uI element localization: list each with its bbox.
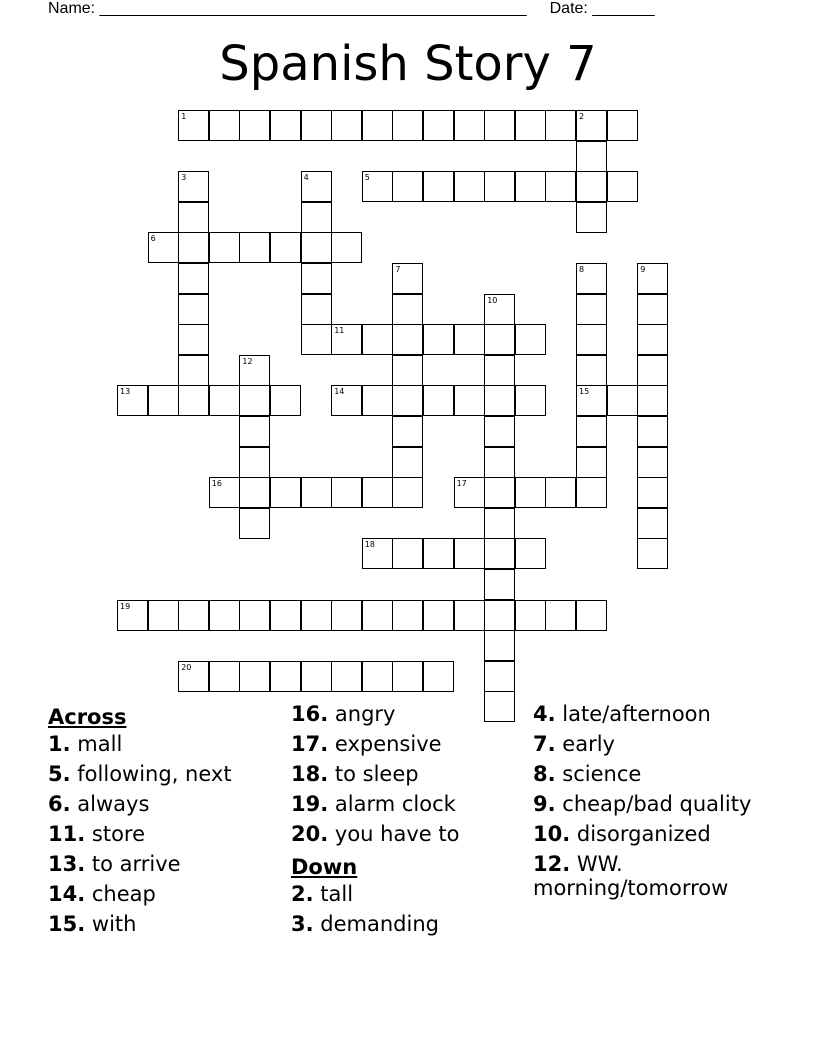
clue-text: angry [334,702,396,726]
clue-down-7 [533,732,783,756]
clue-text: following, next [77,762,232,786]
cell-number: 5 [364,173,370,183]
grid-cell[interactable] [301,661,332,692]
cell-number: 10 [487,295,498,305]
grid-cell[interactable] [454,477,485,508]
grid-cell[interactable] [117,600,148,631]
clue-number: 8. [533,762,556,786]
clue-number: 18. [291,762,329,786]
grid-cell[interactable] [423,538,454,569]
grid-cell[interactable] [148,600,179,631]
clue-text: demanding [320,912,439,936]
clue-number: 9. [533,792,556,816]
grid-cell[interactable] [637,447,668,478]
grid-cell[interactable] [178,263,209,294]
grid-cell[interactable] [270,477,301,508]
clue-text: expensive [334,732,442,756]
clue-text: science [562,762,642,786]
grid-cell[interactable] [362,385,393,416]
grid-cell[interactable] [392,385,423,416]
grid-cell[interactable] [178,202,209,233]
grid-cell[interactable] [484,661,515,692]
clue-across-11 [48,822,298,846]
grid-cell[interactable] [239,447,270,478]
grid-cell[interactable] [301,477,332,508]
grid-cell[interactable] [576,141,607,172]
grid-cell[interactable] [515,600,546,631]
cell-number: 1 [181,112,187,121]
grid-cell[interactable] [392,416,423,447]
grid-cell[interactable] [301,294,332,325]
across-heading: Across [48,705,127,729]
grid-cell[interactable] [576,385,607,416]
grid-cell[interactable] [392,263,423,294]
grid-cell[interactable] [301,263,332,294]
grid-cell[interactable] [545,171,576,202]
grid-cell[interactable] [484,538,515,569]
grid-cell[interactable] [423,385,454,416]
grid-cell[interactable] [209,385,240,416]
cell-number: 4 [303,173,309,183]
grid-cell[interactable] [484,355,515,386]
grid-cell[interactable] [637,508,668,539]
grid-cell[interactable] [239,600,270,631]
grid-cell[interactable] [178,385,209,416]
grid-cell[interactable] [270,385,301,416]
grid-cell[interactable] [576,447,607,478]
clue-text: always [77,792,150,816]
grid-cell[interactable] [178,171,209,202]
grid-cell[interactable] [362,110,393,141]
grid-cell[interactable] [515,171,546,202]
clue-down-4 [533,702,783,726]
grid-cell[interactable] [301,232,332,263]
grid-cell[interactable] [454,324,485,355]
clue-down-8 [533,762,783,786]
cell-number: 19 [120,601,131,611]
date-label: Date: [549,0,588,17]
grid-cell[interactable] [454,600,485,631]
clue-number: 5. [48,762,71,786]
grid-cell[interactable] [484,324,515,355]
grid-cell[interactable] [331,661,362,692]
clue-across-20 [291,822,541,846]
clue-number: 16. [291,702,329,726]
grid-cell[interactable] [607,171,638,202]
grid-cell[interactable] [423,600,454,631]
grid-cell[interactable] [239,385,270,416]
grid-cell[interactable] [392,324,423,355]
grid-cell[interactable] [576,110,607,141]
grid-cell[interactable] [576,263,607,294]
grid-cell[interactable] [301,324,332,355]
grid-cell[interactable] [484,600,515,631]
grid-cell[interactable] [239,110,270,141]
grid-cell[interactable] [117,385,148,416]
grid-cell[interactable] [576,355,607,386]
grid-cell[interactable] [331,110,362,141]
clue-across-1 [48,732,298,756]
grid-cell[interactable] [362,538,393,569]
clue-across-18 [291,762,541,786]
name-label: Name: [48,0,96,17]
grid-cell[interactable] [484,508,515,539]
grid-cell[interactable] [239,661,270,692]
clue-number: 1. [48,732,71,756]
clue-across-19 [291,792,541,816]
clues-column-2 [291,702,541,942]
grid-cell[interactable] [301,202,332,233]
cell-number: 16 [211,479,222,489]
cell-number: 3 [181,173,187,183]
clue-number: 14. [48,882,86,906]
cell-number: 2 [579,112,585,121]
grid-cell[interactable] [331,232,362,263]
clue-number: 19. [291,792,329,816]
grid-cell[interactable] [545,477,576,508]
grid-cell[interactable] [515,477,546,508]
grid-cell[interactable] [392,538,423,569]
grid-cell[interactable] [362,324,393,355]
page-title: Spanish Story 7 [219,36,597,92]
grid-cell[interactable] [392,355,423,386]
grid-cell[interactable] [637,294,668,325]
grid-cell[interactable] [607,385,638,416]
grid-cell[interactable] [239,416,270,447]
grid-cell[interactable] [362,600,393,631]
grid-cell[interactable] [484,385,515,416]
grid-cell[interactable] [484,294,515,325]
grid-cell[interactable] [576,600,607,631]
grid-cell[interactable] [392,477,423,508]
cell-number: 8 [579,265,585,274]
cell-number: 6 [150,234,156,244]
grid-cell[interactable] [239,477,270,508]
grid-cell[interactable] [637,324,668,355]
clue-number: 10. [533,822,571,846]
grid-cell[interactable] [178,232,209,263]
clue-text: to sleep [334,762,419,786]
grid-cell[interactable] [484,447,515,478]
grid-cell[interactable] [423,324,454,355]
grid-cell[interactable] [423,171,454,202]
grid-cell[interactable] [392,661,423,692]
clue-number: 4. [533,702,556,726]
grid-cell[interactable] [637,263,668,294]
grid-cell[interactable] [331,324,362,355]
grid-cell[interactable] [484,110,515,141]
grid-cell[interactable] [637,416,668,447]
clue-number: 12. [533,852,571,876]
clue-text: disorganized [576,822,711,846]
cell-number: 13 [120,387,131,397]
clue-number: 3. [291,912,314,936]
grid-cell[interactable] [637,385,668,416]
cell-number: 14 [334,387,345,397]
grid-cell[interactable] [209,661,240,692]
clues-column-1 [48,702,298,942]
grid-cell[interactable] [178,661,209,692]
grid-cell[interactable] [545,110,576,141]
clue-text: you have to [334,822,460,846]
clue-number: 6. [48,792,71,816]
grid-cell[interactable] [362,477,393,508]
grid-cell[interactable] [423,661,454,692]
clue-down-10 [533,822,783,846]
grid-cell[interactable] [576,324,607,355]
grid-cell[interactable] [576,416,607,447]
clue-text: tall [320,882,354,906]
grid-cell[interactable] [270,600,301,631]
grid-cell[interactable] [362,661,393,692]
grid-cell[interactable] [331,385,362,416]
grid-cell[interactable] [331,477,362,508]
grid-cell[interactable] [392,110,423,141]
clue-text: cheap [91,882,156,906]
grid-cell[interactable] [392,600,423,631]
grid-cell[interactable] [423,110,454,141]
grid-cell[interactable] [392,447,423,478]
clue-across-15 [48,912,298,936]
cell-number: 15 [579,387,590,397]
clue-text: early [562,732,615,756]
grid-cell[interactable] [607,110,638,141]
down-heading: Down [291,855,358,879]
grid-cell[interactable] [576,294,607,325]
grid-cell[interactable] [239,508,270,539]
clue-across-17 [291,732,541,756]
grid-cell[interactable] [178,600,209,631]
grid-cell[interactable] [178,355,209,386]
grid-cell[interactable] [454,171,485,202]
grid-cell[interactable] [637,477,668,508]
clue-number: 20. [291,822,329,846]
date-blank[interactable]: _______ [592,0,655,17]
clue-down-3 [291,912,541,936]
grid-cell[interactable] [209,477,240,508]
clue-text: cheap/bad quality [562,792,752,816]
grid-cell[interactable] [484,477,515,508]
clue-across-14 [48,882,298,906]
clue-number: 13. [48,852,86,876]
grid-cell[interactable] [301,171,332,202]
grid-cell[interactable] [178,324,209,355]
grid-cell[interactable] [178,294,209,325]
cell-number: 9 [640,265,646,274]
grid-cell[interactable] [576,202,607,233]
clue-number: 15. [48,912,86,936]
grid-cell[interactable] [576,171,607,202]
clue-number: 2. [291,882,314,906]
grid-cell[interactable] [148,232,179,263]
grid-cell[interactable] [239,232,270,263]
clue-text: store [91,822,146,846]
grid-cell[interactable] [637,538,668,569]
name-blank[interactable]: ________________________________________________ [99,0,527,17]
clue-text: mall [77,732,123,756]
grid-cell[interactable] [484,171,515,202]
grid-cell[interactable] [515,538,546,569]
clue-number: 17. [291,732,329,756]
grid-cell[interactable] [209,600,240,631]
clue-down-12 [533,852,783,900]
grid-cell[interactable] [301,110,332,141]
grid-cell[interactable] [148,385,179,416]
grid-cell[interactable] [484,630,515,661]
clues-column-3 [533,702,783,906]
grid-cell[interactable] [270,232,301,263]
grid-cell[interactable] [392,294,423,325]
grid-cell[interactable] [515,385,546,416]
grid-cell[interactable] [454,110,485,141]
cell-number: 7 [395,265,401,274]
grid-cell[interactable] [454,385,485,416]
clue-across-13 [48,852,298,876]
cell-number: 12 [242,356,253,366]
clue-text: to arrive [91,852,181,876]
clue-number: 7. [533,732,556,756]
grid-cell[interactable] [270,110,301,141]
grid-cell[interactable] [454,538,485,569]
grid-cell[interactable] [270,661,301,692]
clue-down-2 [291,882,541,906]
clue-across-16 [291,702,541,726]
grid-cell[interactable] [209,110,240,141]
grid-cell[interactable] [515,110,546,141]
grid-cell[interactable] [515,324,546,355]
clue-down-9 [533,792,783,816]
grid-cell[interactable] [392,171,423,202]
clue-across-5 [48,762,298,786]
grid-cell[interactable] [331,600,362,631]
grid-cell[interactable] [301,600,332,631]
grid-cell[interactable] [484,416,515,447]
cell-number: 11 [334,326,345,336]
grid-cell[interactable] [209,232,240,263]
grid-cell[interactable] [239,355,270,386]
cell-number: 18 [364,540,375,550]
clue-text: late/afternoon [562,702,711,726]
clue-number: 11. [48,822,86,846]
grid-cell[interactable] [362,171,393,202]
grid-cell[interactable] [576,477,607,508]
clue-across-6 [48,792,298,816]
clue-text: alarm clock [334,792,456,816]
grid-cell[interactable] [484,569,515,600]
clue-text: WW. morning/tomorrow [533,852,729,900]
clue-text: with [91,912,137,936]
grid-cell[interactable] [637,355,668,386]
grid-cell[interactable] [178,110,209,141]
cell-number: 20 [181,662,192,672]
grid-cell[interactable] [545,600,576,631]
cell-number: 17 [456,479,467,489]
